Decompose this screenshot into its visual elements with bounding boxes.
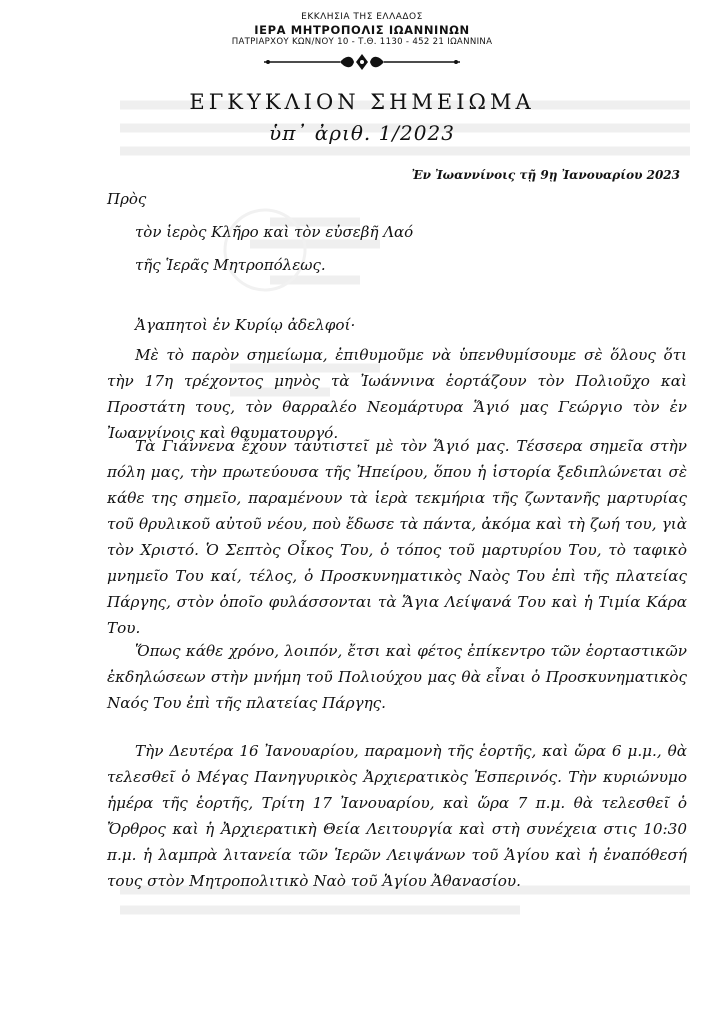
paragraph-2 xyxy=(107,433,687,641)
paragraph-2-text: Τὰ Γιάννενα ἔχουν ταυτιστεῖ μὲ τὸν Ἅγιό μας. Τέσσερα σημεῖα στὴν πόλη μας, τὴν πρωτεύουσα τῆς Ἠπείρου, ὅπου ἡ ἱστορία ξεδιπλώνεται σὲ κάθε της σημεῖο, παραμένουν τὰ ἱερὰ τεκμήρια τῆς ζωντανῆς μαρτυρίας τοῦ θρυλικοῦ αὐτοῦ νέου, ποὺ ἔδωσε τὰ πάντα, ἀκόμα καὶ τὴ ζωή του, γιὰ τὸν Χριστό. Ὁ Σεπτὸς Οἶκος Του, ὁ τόπος τοῦ μαρτυρίου Του, τὸ ταφικὸ μνημεῖο Του καί, τέλος, ὁ Προσκυνηματικὸς Ναὸς Του ἐπὶ τῆς πλατείας Πάργης, στὸν ὁποῖο φυλάσσονται τὰ Ἅγια Λείψανά Του καὶ ἡ Τιμία Κάρα Του. xyxy=(107,437,687,637)
paragraph-1-text: Μὲ τὸ παρὸν σημείωμα, ἐπιθυμοῦμε νὰ ὑπενθυμίσουμε σὲ ὅλους ὅτι τὴν 17η τρέχοντος μηνὸς τὰ Ἰωάννινα ἑορτάζουν τὸν Πολιοῦχο καὶ Προστάτη τους, τὸν θαρραλέο Νεομάρτυρα Ἅγιό μας Γεώργιο τὸν ἐν Ἰωαννίνοις καὶ θαυματουργό. xyxy=(107,346,687,442)
recipient-line-1: Πρὸς xyxy=(107,190,147,208)
paragraph-3 xyxy=(107,638,687,716)
document-date: Ἐν Ἰωαννίνοις τῇ 9ῃ Ἰανουαρίου 2023 xyxy=(411,168,680,182)
document-title: ΕΓΚΥΚΛΙΟΝ ΣΗΜΕΙΩΜΑ xyxy=(189,90,535,114)
paragraph-3-text: Ὅπως κάθε χρόνο, λοιπόν, ἔτσι καὶ φέτος ἐπίκεντρο τῶν ἑορταστικῶν ἐκδηλώσεων στὴν μνήμη τοῦ Πολιούχου μας θὰ εἶναι ὁ Προσκυνηματικὸς Ναός Του ἐπὶ τῆς πλατείας Πάργης. xyxy=(107,642,687,712)
header-church: ΕΚΚΛΗΣΙΑ ΤΗΣ ΕΛΛΑΔΟΣ xyxy=(301,12,423,22)
recipient-line-3: τῆς Ἱερᾶς Μητροπόλεως. xyxy=(135,256,326,274)
header-ornament-icon xyxy=(262,52,462,72)
paragraph-4 xyxy=(107,738,687,894)
document-number: ὑπ᾽ ἀριθ. 1/2023 xyxy=(269,121,455,145)
paragraph-4-text: Τὴν Δευτέρα 16 Ἰανουαρίου, παραμονὴ τῆς ἑορτῆς, καὶ ὥρα 6 μ.μ., θὰ τελεσθεῖ ὁ Μέγας Πανηγυρικὸς Ἀρχιερατικὸς Ἑσπερινός. Τὴν κυριώνυμο ἡμέρα τῆς ἑορτῆς, Τρίτη 17 Ἰανουαρίου, καὶ ὥρα 7 π.μ. θὰ τελεσθεῖ ὁ Ὄρθρος καὶ ἡ Ἀρχιερατικὴ Θεία Λειτουργία καὶ στὴ συνέχεια στις 10:30 π.μ. ἡ λαμπρὰ λιτανεία τῶν Ἱερῶν Λειψάνων τοῦ Ἁγίου καὶ ἡ ἐναπόθεσή τους στὸν Μητροπολιτικὸ Ναὸ τοῦ Ἁγίου Ἀθανασίου. xyxy=(107,742,687,890)
header-metropolis: ΙΕΡΑ ΜΗΤΡΟΠΟΛΙΣ ΙΩΑΝΝΙΝΩΝ xyxy=(254,23,470,37)
recipient-line-2: τὸν ἱερὸς Κλῆρο καὶ τὸν εὐσεβῆ Λαό xyxy=(135,223,414,241)
header-address: ΠΑΤΡΙΑΡΧΟΥ ΚΩΝ/ΝΟΥ 10 - Τ.Θ. 1130 - 452 21 ΙΩΑΝΝΙΝΑ xyxy=(231,37,493,47)
paragraph-1 xyxy=(107,342,687,446)
greeting: Ἀγαπητοὶ ἐν Κυρίῳ ἀδελφοί· xyxy=(135,316,356,334)
